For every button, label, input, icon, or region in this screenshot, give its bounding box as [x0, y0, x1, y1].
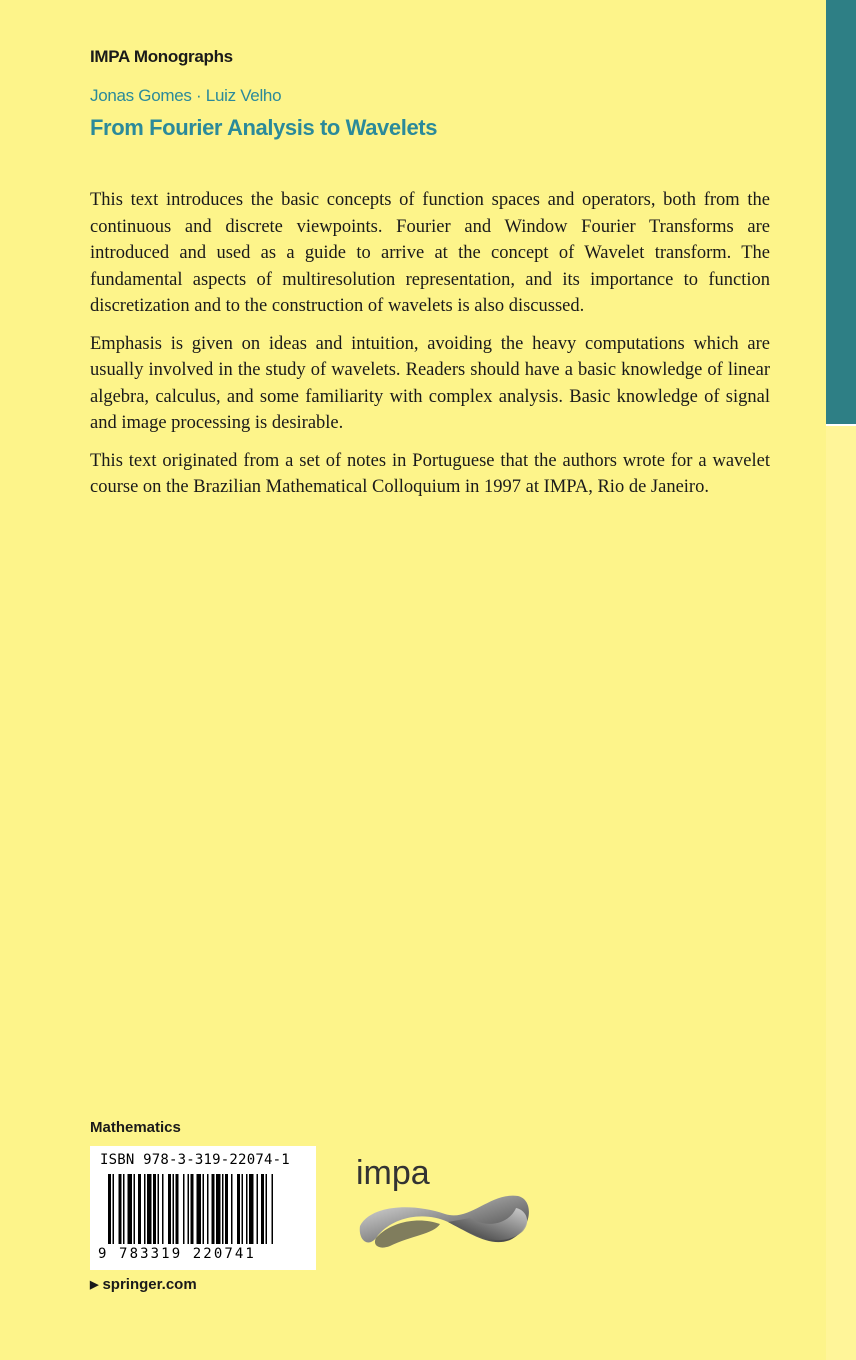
isbn-barcode	[90, 1146, 316, 1270]
triangle-right-icon: ▶	[90, 1279, 99, 1291]
impa-logo	[350, 1152, 540, 1262]
authors: Jonas Gomes · Luiz Velho	[90, 86, 282, 105]
book-title: From Fourier Analysis to Wavelets	[90, 115, 438, 140]
series-name: IMPA Monographs	[90, 47, 233, 66]
publisher-url: springer.com	[102, 1276, 197, 1293]
publisher-link[interactable]	[90, 1276, 197, 1293]
blurb-paragraph: This text introduces the basic concepts of function spaces and operators, both from the continuous and discrete viewpoints. Fourier and Window Fourier Transforms are introduced and used as a guide to arrive at the concept of Wavelet transform. The fundamental aspects of multiresolution representation, and its importance to function discretization and to the construction of wavelets is also discussed.	[90, 190, 770, 316]
impa-logo-text: impa	[356, 1154, 430, 1192]
accent-divider	[826, 424, 856, 426]
isbn-label: ISBN 978-3-319-22074-1	[100, 1152, 290, 1168]
accent-bar	[826, 0, 856, 424]
subject-category: Mathematics	[90, 1119, 181, 1136]
blurb	[90, 187, 770, 512]
blurb-paragraph: This text originated from a set of notes in Portuguese that the authors wrote for a wavelet course on the Brazilian Mathematical Colloquium in 1997 at IMPA, Rio de Janeiro.	[90, 450, 770, 497]
barcode-digits: 9 783319 220741	[98, 1246, 256, 1262]
blurb-paragraph: Emphasis is given on ideas and intuition, avoiding the heavy computations which are usually involved in the study of wavelets. Readers should have a basic knowledge of linear algebra, calculus, and some familiarity with complex analysis. Basic knowledge of signal and image processing is desirable.	[90, 333, 770, 433]
